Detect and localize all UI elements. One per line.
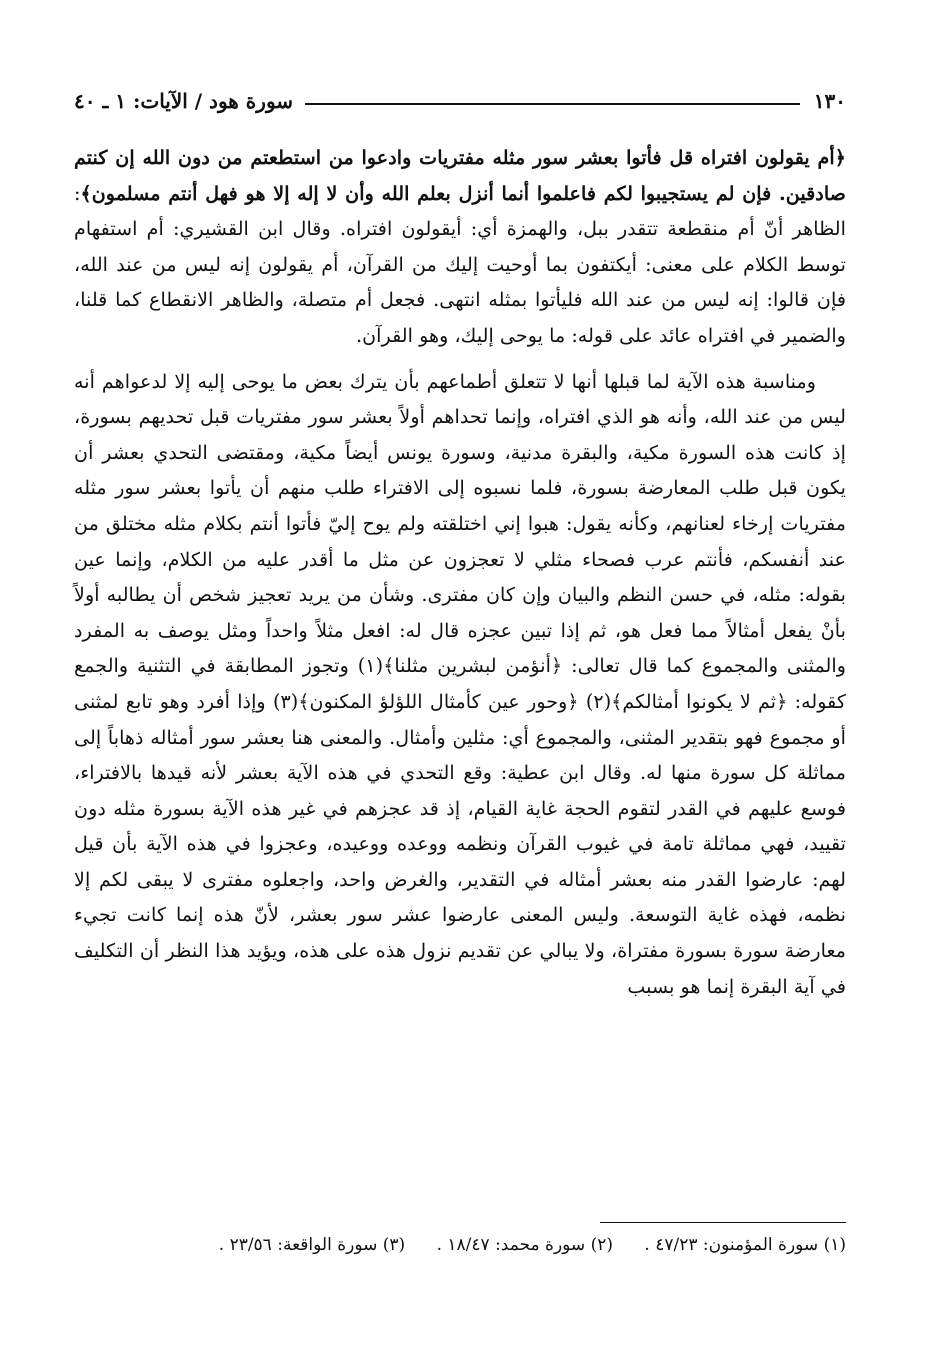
header-rule <box>305 103 800 105</box>
footnote-3: (٣) سورة الواقعة: ٢٣/٥٦ . <box>218 1235 406 1255</box>
paragraph-1 <box>74 140 846 354</box>
footnote-1: (١) سورة المؤمنون: ٤٧/٢٣ . <box>644 1235 846 1255</box>
commentary-text: : الظاهر أنّ أم منقطعة تتقدر ببل، والهمزة أي: أيقولون افتراه. وقال ابن القشيري: أم استفهام توسط الكلام على معنى: أيكتفون بما أوحيت إليك من القرآن، أم يقولون إنه ليس من عند الله، فإن قالوا: إنه ليس من عند الله فليأتوا بمثله انتهى. فجعل أم متصلة، والظاهر الانقطاع كما قلنا، والضمير في افتراه عائد على قوله: ما يوحى إليك، وهو القرآن. <box>74 181 846 347</box>
footnote-rule <box>600 1222 846 1223</box>
surah-title: سورة هود / الآيات: ١ ـ ٤٠ <box>74 89 294 113</box>
footnote-2: (٢) سورة محمد: ١٨/٤٧ . <box>436 1235 613 1255</box>
quran-verse: ﴿أم يقولون افتراه قل فأتوا بعشر سور مثله مفتريات وادعوا من استطعتم من دون الله إن كنتم صادقين. فإن لم يستجيبوا لكم فاعلموا أنما أنزل بعلم الله وأن لا إله إلا هو فهل أنتم مسلمون﴾ <box>74 146 846 205</box>
footnotes <box>74 1232 846 1258</box>
main-text <box>74 140 846 1004</box>
running-header <box>74 84 846 118</box>
book-page <box>74 70 846 1290</box>
paragraph-2: ومناسبة هذه الآية لما قبلها أنها لا تتعلق أطماعهم بأن يترك بعض ما يوحى إليه إلا لدعواهم أنه ليس من عند الله، وأنه هو الذي افتراه، وإنما تحداهم أولاً بعشر سور مفتريات قبل تحديهم بسورة، إذ كانت هذه السورة مكية، والبقرة مدنية، وسورة يونس أيضاً مكية، ومقتضى التحدي بعشر أن يكون قبل طلب المعارضة بسورة، فلما نسبوه إلى الافتراء طلب منهم أن يأتوا بعشر سور مثله مفتريات إرخاء لعنانهم، وكأنه يقول: هبوا إني اختلقته ولم يوح إليّ فأتوا أنتم بكلام مثله مختلق من عند أنفسكم، فأنتم عرب فصحاء مثلي لا تعجزون عن مثل ما أقدر عليه من الكلام، وإنما عين بقوله: مثله، في حسن النظم والبيان وإن كان مفترى. وشأن من يريد تعجيز شخص أن يطالبه أولاً بأنْ يفعل أمثالاً مما فعل هو، ثم إذا تبين عجزه قال له: افعل مثلاً واحداً ومثل يوصف به المفرد والمثنى والمجموع كما قال تعالى: ﴿أنؤمن لبشرين مثلنا﴾(١) وتجوز المطابقة في التثنية والجمع كقوله: ﴿ثم لا يكونوا أمثالكم﴾(٢) ﴿وحور عين كأمثال اللؤلؤ المكنون﴾(٣) وإذا أفرد وهو تابع لمثنى أو مجموع فهو بتقدير المثنى، والمجموع أي: مثلين وأمثال. والمعنى هنا بعشر سور أمثاله ذهاباً إلى مماثلة كل سورة منها له. وقال ابن عطية: وقع التحدي في هذه الآية بعشر لأنه قيدها بالافتراء، فوسع عليهم في القدر لتقوم الحجة غاية القيام، إذ قد عجزهم في غير هذه الآية بسورة مثله دون تقييد، فهي مماثلة تامة في غيوب القرآن ونظمه ووعده ووعيده، وعجزوا في هذه الآية بأن قيل لهم: عارضوا القدر منه بعشر أمثاله في التقدير، والغرض واحد، واجعلوه مفترى لا يبقى لكم إلا نظمه، فهذه غاية التوسعة. وليس المعنى عارضوا عشر سور بعشر، لأنّ هذه إنما كانت تجيء معارضة سورة بسورة مفتراة، ولا يبالي عن تقديم نزول هذه على هذه، ويؤيد هذا النظر أن التكليف في آية البقرة إنما هو بسبب <box>74 369 846 998</box>
page-number: ١٣٠ <box>813 89 846 113</box>
